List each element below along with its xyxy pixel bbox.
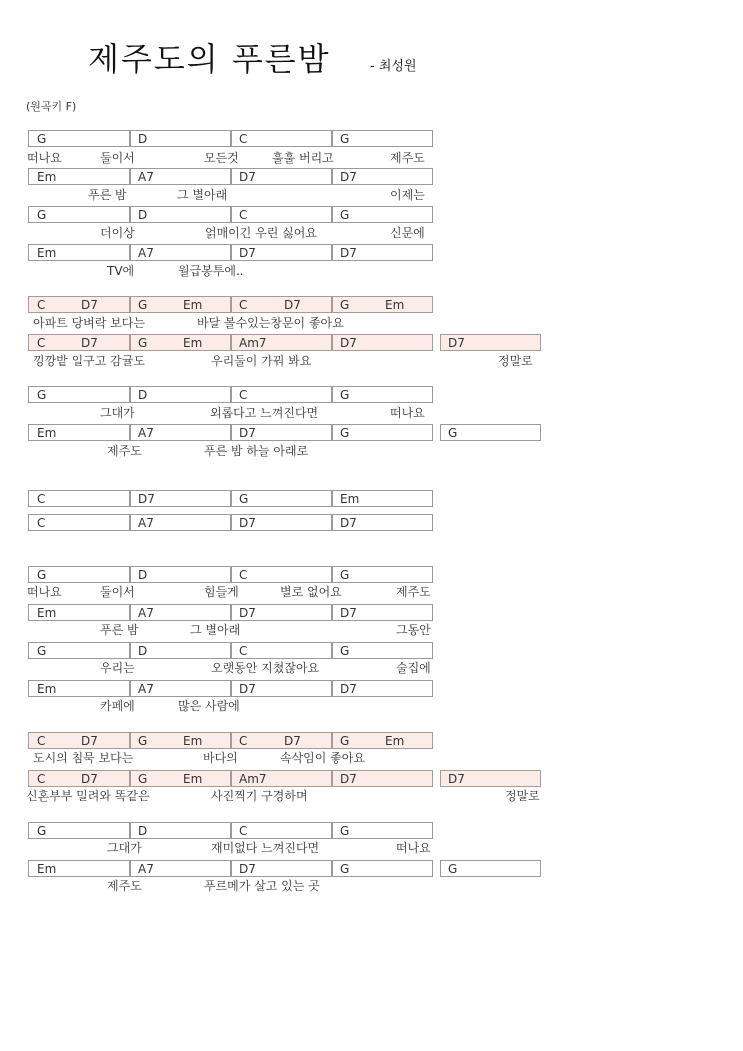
lyric-text: 바달 볼수있는창문이 좋아요 — [197, 316, 344, 330]
lyric-text: 많은 사람에 — [178, 699, 240, 713]
chord-measure — [332, 770, 433, 787]
chord-symbol: Em — [385, 298, 405, 312]
chord-measure — [231, 168, 332, 185]
chord-measure — [231, 822, 332, 839]
chord-measure — [332, 130, 433, 147]
lyric-text: 도시의 침묵 보다는 — [33, 751, 134, 765]
lyric-text: 아파트 당벼락 보다는 — [33, 316, 145, 330]
lyric-text: 그 별아래 — [190, 623, 241, 637]
chord-symbol: G — [340, 568, 350, 582]
lyric-text: 제주도 — [107, 879, 142, 893]
chord-symbol: G — [448, 862, 458, 876]
chord-measure — [28, 860, 130, 877]
chord-symbol: G — [340, 824, 350, 838]
chord-symbol: Am7 — [239, 336, 267, 350]
lyric-text: 카페에 — [100, 699, 135, 713]
chord-symbol: C — [239, 824, 248, 838]
chord-measure — [130, 424, 231, 441]
chord-symbol: C — [239, 298, 248, 312]
lyric-text: 정말로 — [505, 789, 540, 803]
chord-measure — [332, 860, 433, 877]
lyric-text: 얽매이긴 우린 싫어요 — [205, 226, 317, 240]
chord-measure — [332, 386, 433, 403]
chord-measure — [332, 732, 433, 749]
chord-symbol: D7 — [239, 516, 256, 530]
lyric-text: 속삭임이 좋아요 — [280, 751, 365, 765]
chord-symbol: D — [138, 132, 148, 146]
chord-symbol: A7 — [138, 516, 154, 530]
chord-measure — [28, 244, 130, 261]
chord-symbol: G — [37, 208, 47, 222]
chord-symbol: Em — [37, 606, 57, 620]
lyric-text: 우리둘이 가꿔 봐요 — [211, 354, 312, 368]
chord-symbol: D7 — [340, 682, 357, 696]
chord-symbol: D7 — [81, 734, 98, 748]
chord-measure — [28, 386, 130, 403]
chord-symbol: C — [37, 298, 46, 312]
lyric-text: 모든것 — [204, 151, 239, 165]
chord-symbol: Em — [183, 734, 203, 748]
chord-measure — [130, 168, 231, 185]
lyric-text: 사진찍기 구경하며 — [211, 789, 308, 803]
chord-symbol: A7 — [138, 170, 154, 184]
chord-measure — [332, 680, 433, 697]
lyric-text: 떠나요 — [390, 406, 425, 420]
chord-symbol: Em — [183, 772, 203, 786]
chord-symbol: Em — [37, 426, 57, 440]
chord-symbol: D7 — [81, 336, 98, 350]
chord-measure — [28, 822, 130, 839]
lyric-text: 둘이서 — [100, 151, 135, 165]
chord-symbol: G — [138, 336, 148, 350]
chord-measure — [130, 680, 231, 697]
chord-symbol: D — [138, 568, 148, 582]
chord-measure — [130, 334, 231, 351]
chord-symbol: D7 — [340, 336, 357, 350]
chord-measure — [231, 296, 332, 313]
chord-symbol: G — [138, 734, 148, 748]
chord-measure — [130, 566, 231, 583]
chord-symbol: D7 — [340, 772, 357, 786]
chord-symbol: D7 — [81, 298, 98, 312]
chord-measure — [231, 334, 332, 351]
chord-symbol: D7 — [138, 492, 155, 506]
lyric-text: 제주도 — [390, 151, 425, 165]
chord-symbol: D7 — [239, 606, 256, 620]
chord-symbol: D — [138, 644, 148, 658]
chord-measure — [231, 566, 332, 583]
chord-measure — [28, 296, 130, 313]
chord-symbol: Em — [37, 170, 57, 184]
chord-measure — [28, 334, 130, 351]
lyric-text: 떠나요 — [396, 841, 431, 855]
lyric-text: 그 별아래 — [177, 188, 228, 202]
chord-symbol: D7 — [239, 170, 256, 184]
chord-measure — [332, 604, 433, 621]
chord-measure — [28, 566, 130, 583]
chord-measure — [130, 860, 231, 877]
original-key-note: (원곡키 F) — [26, 100, 77, 113]
chord-symbol: D7 — [284, 734, 301, 748]
chord-measure — [440, 424, 541, 441]
chord-measure — [28, 604, 130, 621]
chord-symbol: Em — [37, 246, 57, 260]
chord-measure — [332, 642, 433, 659]
chord-measure — [231, 206, 332, 223]
chord-measure — [130, 490, 231, 507]
chord-symbol: G — [340, 388, 350, 402]
chord-measure — [332, 822, 433, 839]
chord-measure — [28, 424, 130, 441]
lyric-text: 푸르메가 살고 있는 곳 — [204, 879, 320, 893]
chord-measure — [130, 822, 231, 839]
chord-measure — [440, 770, 541, 787]
chord-symbol: G — [340, 862, 350, 876]
lyric-text: 그대가 — [100, 406, 135, 420]
chord-measure — [332, 206, 433, 223]
chord-measure — [130, 642, 231, 659]
chord-symbol: C — [37, 492, 46, 506]
chord-measure — [332, 296, 433, 313]
chord-symbol: C — [239, 132, 248, 146]
chord-measure — [332, 514, 433, 531]
song-title: 제주도의 푸른밤 — [88, 40, 331, 78]
chord-measure — [332, 490, 433, 507]
chord-measure — [231, 642, 332, 659]
chord-measure — [130, 770, 231, 787]
chord-measure — [231, 770, 332, 787]
chord-symbol: D — [138, 208, 148, 222]
chord-symbol: Em — [183, 336, 203, 350]
chord-symbol: C — [37, 772, 46, 786]
chord-symbol: D7 — [340, 246, 357, 260]
lyric-text: 술집에 — [396, 661, 431, 675]
chord-symbol: G — [37, 388, 47, 402]
chord-symbol: Em — [37, 862, 57, 876]
chord-measure — [231, 424, 332, 441]
chord-measure — [231, 386, 332, 403]
chord-symbol: G — [239, 492, 249, 506]
chord-measure — [28, 732, 130, 749]
chord-symbol: C — [239, 644, 248, 658]
chord-measure — [440, 334, 541, 351]
lyric-text: 둘이서 — [100, 585, 135, 599]
lyric-text: 푸른 밤 하늘 아래로 — [204, 444, 309, 458]
chord-symbol: G — [138, 298, 148, 312]
chord-measure — [231, 604, 332, 621]
lyric-text: 그동안 — [396, 623, 431, 637]
chord-measure — [130, 386, 231, 403]
chord-symbol: D7 — [340, 170, 357, 184]
lyric-text: 제주도 — [396, 585, 431, 599]
chord-symbol: D7 — [340, 606, 357, 620]
lyric-text: 외롭다고 느껴진다면 — [210, 406, 319, 420]
chord-measure — [231, 490, 332, 507]
chord-measure — [28, 680, 130, 697]
chord-measure — [28, 490, 130, 507]
chord-symbol: Am7 — [239, 772, 267, 786]
lyric-text: 오랫동안 지쳤잖아요 — [211, 661, 320, 675]
chord-measure — [130, 732, 231, 749]
chord-measure — [130, 296, 231, 313]
chord-symbol: G — [340, 132, 350, 146]
chord-symbol: G — [448, 426, 458, 440]
chord-measure — [28, 130, 130, 147]
chord-measure — [332, 334, 433, 351]
chord-symbol: D7 — [239, 426, 256, 440]
chord-measure — [440, 860, 541, 877]
chord-symbol: C — [239, 734, 248, 748]
chord-symbol: G — [37, 824, 47, 838]
chord-symbol: C — [37, 336, 46, 350]
chord-symbol: Em — [183, 298, 203, 312]
lyric-text: 훌훌 버리고 — [272, 151, 334, 165]
lyric-text: 신문에 — [390, 226, 425, 240]
chord-measure — [28, 770, 130, 787]
chord-symbol: A7 — [138, 246, 154, 260]
chord-symbol: D7 — [81, 772, 98, 786]
chord-measure — [130, 206, 231, 223]
lyric-text: 우리는 — [100, 661, 135, 675]
chord-symbol: D7 — [284, 298, 301, 312]
chord-symbol: A7 — [138, 682, 154, 696]
chord-symbol: G — [37, 644, 47, 658]
chord-measure — [231, 514, 332, 531]
lyric-text: 바다의 — [203, 751, 238, 765]
chord-symbol: G — [340, 426, 350, 440]
chord-symbol: D7 — [239, 682, 256, 696]
chord-measure — [231, 244, 332, 261]
chord-symbol: D7 — [239, 862, 256, 876]
lyric-text: 정말로 — [498, 354, 533, 368]
chord-symbol: C — [239, 208, 248, 222]
chord-measure — [332, 424, 433, 441]
lyric-text: 월급봉투에.. — [178, 264, 244, 278]
chord-measure — [332, 168, 433, 185]
chord-measure — [231, 680, 332, 697]
chord-symbol: Em — [385, 734, 405, 748]
chord-measure — [130, 604, 231, 621]
chord-symbol: G — [340, 644, 350, 658]
chord-measure — [28, 168, 130, 185]
lyric-text: 별로 없어요 — [280, 585, 342, 599]
chord-symbol: A7 — [138, 862, 154, 876]
chord-symbol: C — [239, 568, 248, 582]
chord-symbol: D7 — [448, 772, 465, 786]
chord-symbol: A7 — [138, 426, 154, 440]
lyric-text: 이제는 — [390, 188, 425, 202]
chord-measure — [231, 130, 332, 147]
chord-measure — [231, 860, 332, 877]
chord-symbol: Em — [340, 492, 360, 506]
chord-measure — [130, 514, 231, 531]
lyric-text: 제주도 — [107, 444, 142, 458]
chord-symbol: G — [340, 298, 350, 312]
chord-measure — [28, 642, 130, 659]
chord-symbol: G — [138, 772, 148, 786]
chord-symbol: C — [37, 734, 46, 748]
lyric-text: 푸른 밤 — [100, 623, 139, 637]
chord-symbol: G — [340, 208, 350, 222]
chord-measure — [130, 244, 231, 261]
chord-measure — [332, 244, 433, 261]
lyric-text: 낑깡밭 일구고 감귤도 — [33, 354, 145, 368]
chord-symbol: D — [138, 824, 148, 838]
chord-symbol: G — [340, 734, 350, 748]
lyric-text: 더이상 — [100, 226, 135, 240]
chord-symbol: G — [37, 132, 47, 146]
lyric-text: 힘들게 — [204, 585, 239, 599]
lyric-text: 신혼부부 밀려와 똑같은 — [26, 789, 150, 803]
chord-symbol: C — [239, 388, 248, 402]
lyric-text: TV에 — [107, 264, 135, 278]
lyric-text: 떠나요 — [27, 585, 62, 599]
chord-symbol: D7 — [239, 246, 256, 260]
chord-symbol: D — [138, 388, 148, 402]
chord-measure — [130, 130, 231, 147]
lyric-text: 재미없다 느껴진다면 — [211, 841, 320, 855]
chord-measure — [28, 206, 130, 223]
chord-measure — [28, 514, 130, 531]
chord-symbol: C — [37, 516, 46, 530]
song-artist: - 최성원 — [370, 59, 417, 74]
chord-symbol: D7 — [340, 516, 357, 530]
lyric-text: 푸른 밤 — [88, 188, 127, 202]
chord-symbol: G — [37, 568, 47, 582]
chord-symbol: A7 — [138, 606, 154, 620]
chord-symbol: D7 — [448, 336, 465, 350]
chord-measure — [332, 566, 433, 583]
chord-symbol: Em — [37, 682, 57, 696]
chord-measure — [231, 732, 332, 749]
lyric-text: 그대가 — [107, 841, 142, 855]
lyric-text: 떠나요 — [27, 151, 62, 165]
